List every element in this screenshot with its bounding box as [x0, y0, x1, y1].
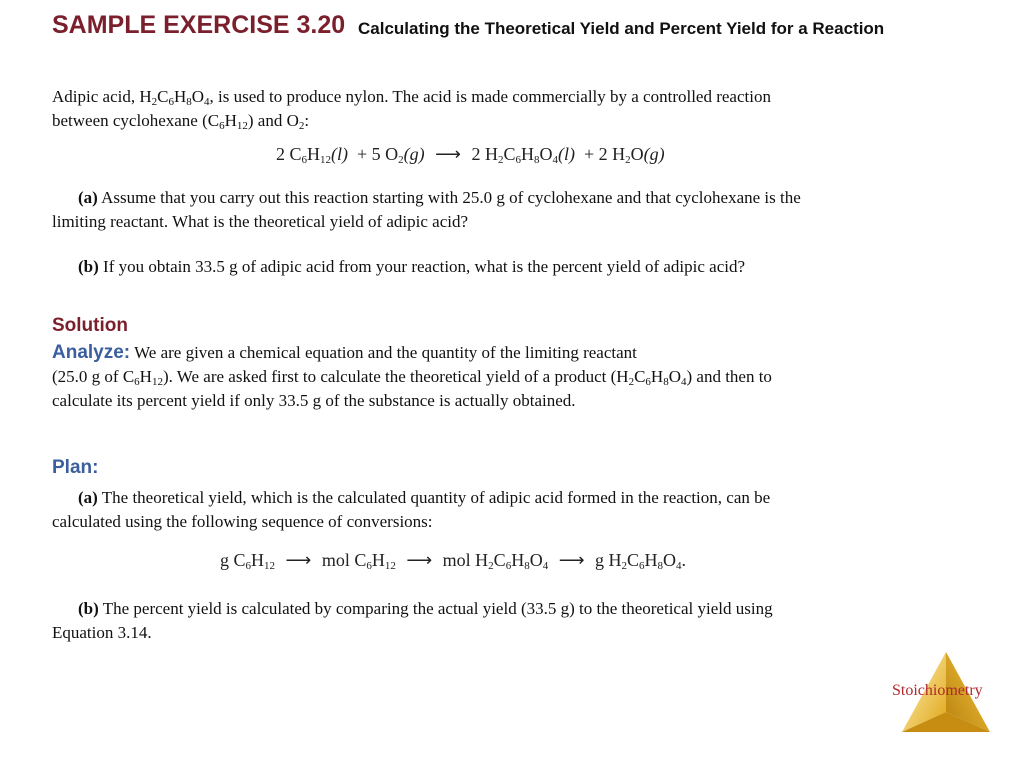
exercise-subtitle: Calculating the Theoretical Yield and Percent Yield for a Reaction [358, 19, 885, 38]
plan-part-b: (b) The percent yield is calculated by comparing the actual yield (33.5 g) to the theoretical yield using Equation 3.14. [52, 599, 773, 642]
exercise-title: SAMPLE EXERCISE 3.20 [52, 11, 346, 39]
conversion-sequence: g $C_6H_{12}$ ⟶ mol $C_6H_{12}$ ⟶ mol $H_2C_6H_8O_4$ ⟶ g $H_2C_6H_8O_4$. [220, 550, 687, 572]
solution-heading: Solution [52, 315, 128, 336]
footer-label: Stoichiometry [892, 682, 983, 699]
conversion-arrow-icon: ⟶ [285, 550, 312, 570]
intro-paragraph: Adipic acid, $H_2C_6H_8O_4$, is used to produce nylon. The acid is made commercially by a controlled reaction between cyclohexane $(C_6H_{12})$ and $O_2$: [52, 87, 771, 132]
conversion-arrow-icon: ⟶ [406, 550, 433, 570]
conversion-arrow-icon: ⟶ [558, 550, 585, 570]
question-part-a: (a) Assume that you carry out this reaction starting with 25.0 g of cyclohexane and that cyclohexane is the limiting reactant. What is the theoretical yield of adipic acid? [52, 188, 801, 231]
analyze-paragraph: Analyze: We are given a chemical equation and the quantity of the limiting reactant (25.0 g of $C_6H_{12}$). We are asked first to calculate the theoretical yield of a product $(H_2C_6H_8O_4)$ and then to calculate its percent yield if only 33.5 g of the substance is actually obtained. [52, 342, 772, 410]
plan-heading: Plan: [52, 457, 99, 478]
reaction-arrow-icon: ⟶ [435, 144, 461, 164]
plan-part-a: (a) The theoretical yield, which is the calculated quantity of adipic acid formed in the reaction, can be calculated using the following sequence of conversions: [52, 488, 771, 531]
chemical-equation: 2 $C_6H_{12}(l) + 5$ $O_2(g)$ ⟶ 2 $H_2C_6H_8O_4(l) + 2$ $H_2O(g)$ [276, 144, 665, 166]
analyze-label: Analyze: [52, 342, 131, 363]
question-part-b: (b) If you obtain 33.5 g of adipic acid from your reaction, what is the percent yield of adipic acid? [78, 257, 746, 276]
